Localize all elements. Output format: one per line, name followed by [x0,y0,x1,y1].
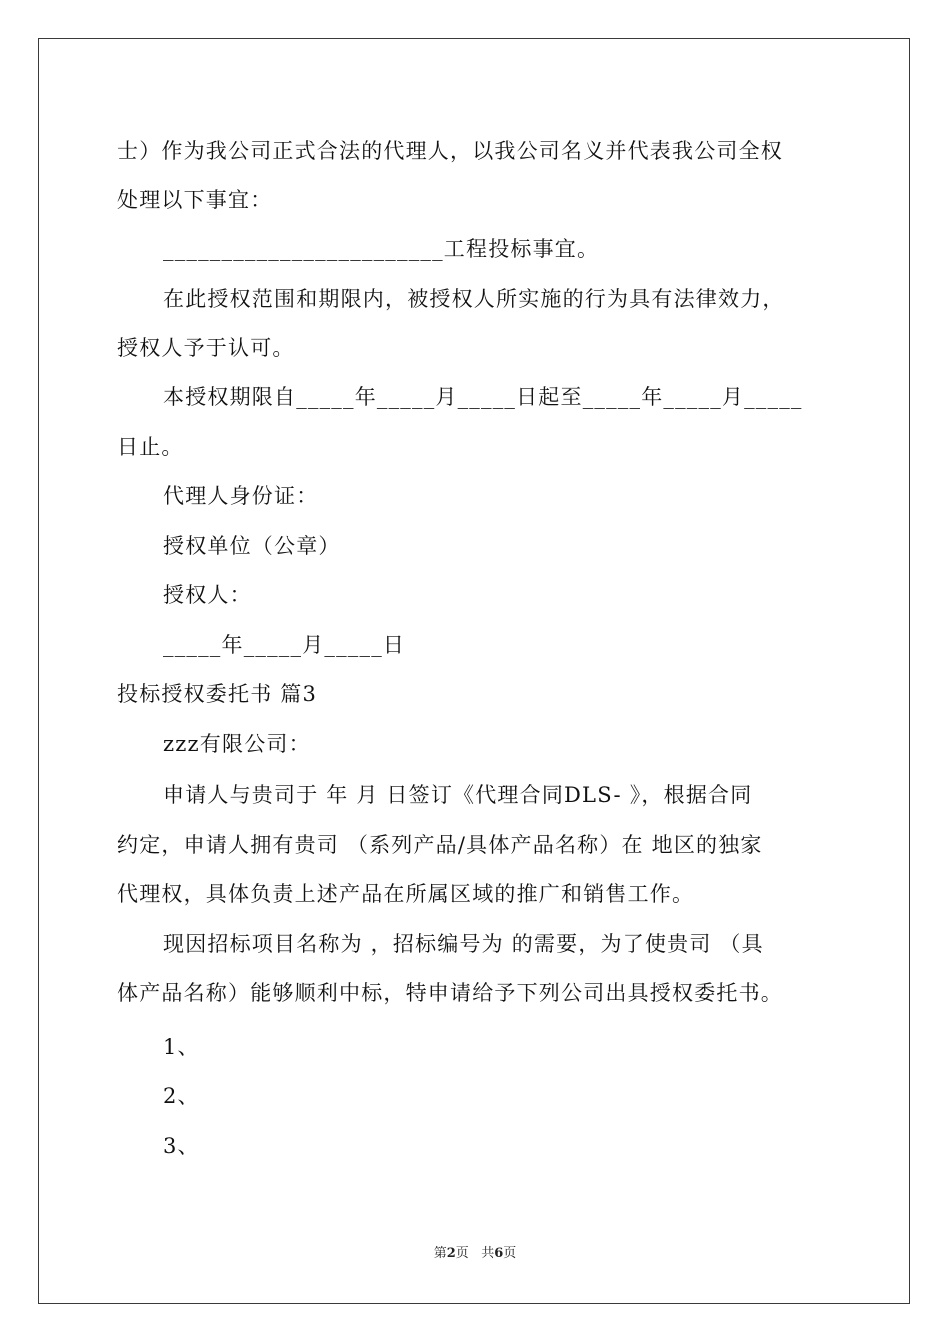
paragraph-line: 申请人与贵司于 年 月 日签订《代理合同DLS- 》，根据合同 [163,783,753,807]
paragraph-line: _____年_____月_____日 [163,633,406,657]
paragraph-line: 本授权期限自_____年_____月_____日起至_____年_____月_____ [163,385,803,409]
paragraph-line: 体产品名称）能够顺利中标，特申请给予下列公司出具授权委托书。 [117,981,783,1005]
total-suffix: 页 [503,1246,517,1261]
total-page-number: 6 [494,1246,504,1261]
page-footer [0,1245,950,1263]
section-heading: 投标授权委托书 篇3 [117,682,318,706]
paragraph-line: 日止。 [117,435,184,459]
list-item: 2、 [163,1084,200,1108]
paragraph-line: 代理人身份证： [163,484,319,508]
list-item: 3、 [163,1134,200,1158]
paragraph-line: 授权单位（公章） [163,534,341,558]
paragraph-line: zzz有限公司： [163,732,311,756]
paragraph-line: ________________________工程投标事宜。 [163,237,600,261]
current-page-number: 2 [446,1246,456,1261]
paragraph-line: 处理以下事宜： [117,188,273,212]
page-frame [38,38,910,1304]
page-prefix: 第 [433,1246,447,1261]
paragraph-line: 约定，申请人拥有贵司 （系列产品/具体产品名称）在 地区的独家 [117,833,763,857]
paragraph-line: 在此授权范围和期限内，被授权人所实施的行为具有法律效力， [163,287,785,311]
paragraph-line: 授权人： [163,583,252,607]
paragraph-line: 现因招标项目名称为 ，招标编号为 的需要，为了使贵司 （具 [163,932,764,956]
paragraph-line: 代理权，具体负责上述产品在所属区域的推广和销售工作。 [117,882,695,906]
list-item: 1、 [163,1035,200,1059]
page-suffix: 页 [455,1246,469,1261]
total-prefix: 共 [481,1246,495,1261]
paragraph-line: 授权人予于认可。 [117,336,295,360]
paragraph-line: 士）作为我公司正式合法的代理人，以我公司名义并代表我公司全权 [117,139,783,163]
